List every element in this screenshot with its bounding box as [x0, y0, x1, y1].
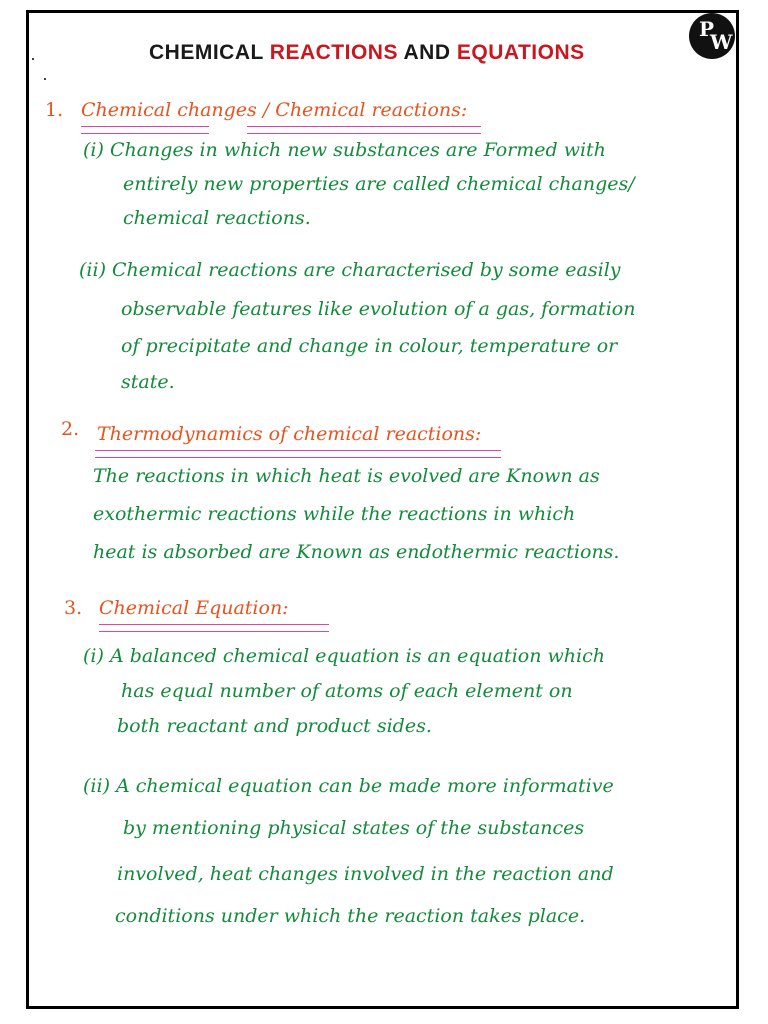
section-3-item-2-line: involved, heat changes involved in the reaction and	[117, 863, 614, 885]
pw-logo-icon	[689, 13, 735, 59]
notes-sheet	[26, 10, 739, 1009]
section-1-item-1-line: chemical reactions.	[123, 207, 311, 229]
section-1-item-2-line: observable features like evolution of a gas, formation	[121, 298, 636, 320]
section-1-heading: Chemical changes / Chemical reactions:	[81, 99, 468, 121]
title-part-3: AND	[403, 41, 457, 64]
section-1-number: 1.	[45, 99, 64, 121]
logo-letter-p: P	[699, 17, 715, 41]
section-3-item-1-line: (i) A balanced chemical equation is an equation which	[83, 645, 605, 667]
title-part-4: EQUATIONS	[456, 41, 585, 64]
title-part-1: CHEMICAL	[149, 41, 270, 64]
section-1-item-1-line: (i) Changes in which new substances are Formed with	[83, 139, 606, 161]
section-2-heading-underline	[95, 450, 501, 458]
section-3-heading-underline	[99, 624, 329, 632]
section-1-item-2-line: of precipitate and change in colour, temperature or	[121, 335, 618, 357]
section-3-item-1-line: has equal number of atoms of each element on	[121, 680, 573, 702]
section-2-heading: Thermodynamics of chemical reactions:	[97, 423, 482, 445]
section-2-number: 2.	[61, 418, 80, 440]
section-2-line: exothermic reactions while the reactions in which	[93, 503, 576, 525]
section-3-item-1-line: both reactant and product sides.	[117, 715, 432, 737]
section-1-heading-underline	[247, 126, 481, 134]
ink-dot	[32, 58, 34, 60]
section-3-heading: Chemical Equation:	[99, 597, 289, 619]
section-3-item-2-line: conditions under which the reaction takes place.	[115, 905, 586, 927]
section-3-item-2-line: (ii) A chemical equation can be made more informative	[83, 775, 614, 797]
section-1-heading-underline	[81, 126, 209, 134]
page-title	[149, 41, 689, 65]
section-2-line: heat is absorbed are Known as endothermic reactions.	[93, 541, 620, 563]
section-3-number: 3.	[64, 597, 83, 619]
section-1-item-2-line: state.	[121, 371, 175, 393]
section-1-item-1-line: entirely new properties are called chemical changes/	[123, 173, 635, 195]
section-1-item-2-line: (ii) Chemical reactions are characterised by some easily	[79, 259, 621, 281]
title-part-2: REACTIONS	[269, 41, 404, 64]
ink-dot	[44, 78, 46, 80]
section-2-line: The reactions in which heat is evolved are Known as	[93, 465, 600, 487]
logo-letter-w: W	[710, 30, 733, 54]
section-3-item-2-line: by mentioning physical states of the substances	[123, 817, 585, 839]
